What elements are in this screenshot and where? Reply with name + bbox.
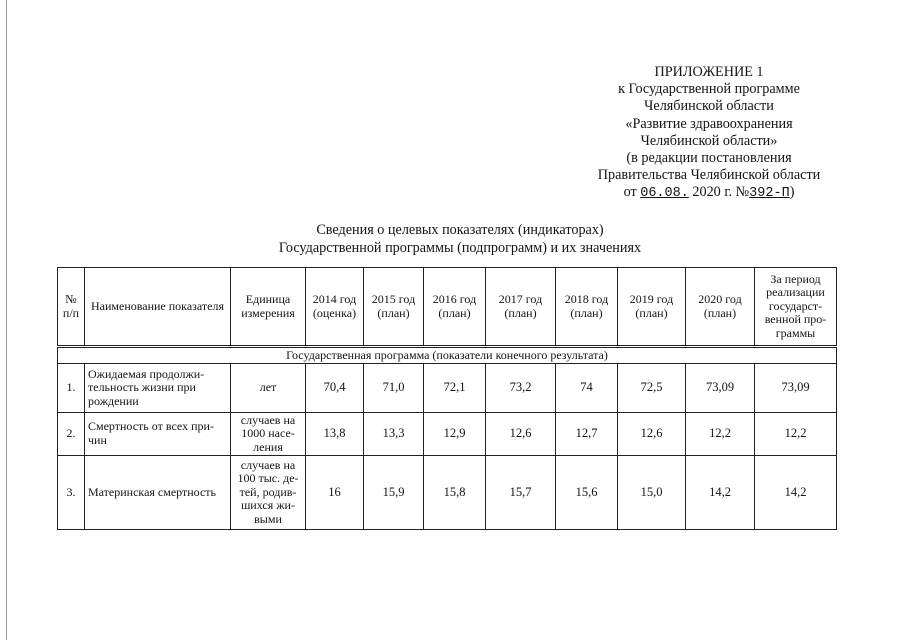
header-year: 2015 год (план) bbox=[364, 268, 424, 347]
table-row bbox=[58, 413, 837, 456]
document-title-line-2: Государственной программы (подпрограмм) и их значениях bbox=[278, 239, 642, 256]
appendix-line: «Развитие здравоохранения bbox=[625, 115, 793, 132]
value-cell: 15,9 bbox=[364, 456, 424, 530]
number-sign: № bbox=[735, 184, 750, 201]
value-cell: 72,1 bbox=[424, 364, 486, 413]
value-cell: 12,7 bbox=[556, 413, 618, 456]
document-title bbox=[190, 222, 730, 257]
row-num: 3. bbox=[58, 456, 85, 530]
appendix-line: Челябинской области» bbox=[640, 132, 778, 149]
value-cell: 74 bbox=[556, 364, 618, 413]
value-cell: 15,0 bbox=[618, 456, 686, 530]
value-cell: 72,5 bbox=[618, 364, 686, 413]
header-period: За период реализации государст-венной про-граммы bbox=[755, 268, 837, 347]
value-cell: 12,2 bbox=[686, 413, 755, 456]
header-num: № п/п bbox=[58, 268, 85, 347]
row-num: 2. bbox=[58, 413, 85, 456]
header-year: 2017 год (план) bbox=[486, 268, 556, 347]
header-unit: Единица измерения bbox=[231, 268, 306, 347]
header-year: 2020 год (план) bbox=[686, 268, 755, 347]
period-value: 12,2 bbox=[755, 413, 837, 456]
resolution-date-line bbox=[575, 184, 843, 202]
table-header-row bbox=[58, 268, 837, 347]
value-cell: 13,3 bbox=[364, 413, 424, 456]
section-title: Государственная программа (показатели конечного результата) bbox=[58, 347, 837, 364]
resolution-number: 392-П bbox=[749, 186, 790, 202]
indicators-table bbox=[57, 267, 837, 530]
indicator-unit: случаев на 100 тыс. де-тей, родив-шихся жи-выми bbox=[231, 456, 306, 530]
value-cell: 12,6 bbox=[618, 413, 686, 456]
document-title-line-1: Сведения о целевых показателях (индикаторах) bbox=[316, 222, 604, 238]
resolution-date: 06.08. bbox=[640, 186, 689, 202]
appendix-line: (в редакции постановления bbox=[626, 150, 792, 167]
value-cell: 14,2 bbox=[686, 456, 755, 530]
resolution-year: 2020 г. bbox=[692, 184, 733, 201]
value-cell: 73,2 bbox=[486, 364, 556, 413]
value-cell: 70,4 bbox=[306, 364, 364, 413]
value-cell: 12,9 bbox=[424, 413, 486, 456]
header-year: 2016 год (план) bbox=[424, 268, 486, 347]
appendix-title: ПРИЛОЖЕНИЕ 1 bbox=[654, 64, 764, 80]
header-year: 2019 год (план) bbox=[618, 268, 686, 347]
value-cell: 71,0 bbox=[364, 364, 424, 413]
section-row bbox=[58, 347, 837, 364]
closing-paren: ) bbox=[789, 184, 795, 201]
indicator-name: Материнская смертность bbox=[85, 456, 231, 530]
value-cell: 16 bbox=[306, 456, 364, 530]
value-cell: 15,6 bbox=[556, 456, 618, 530]
header-year: 2018 год (план) bbox=[556, 268, 618, 347]
header-name: Наименование показателя bbox=[85, 268, 231, 347]
value-cell: 73,09 bbox=[686, 364, 755, 413]
value-cell: 13,8 bbox=[306, 413, 364, 456]
value-cell: 15,7 bbox=[486, 456, 556, 530]
appendix-line: Челябинской области bbox=[644, 98, 774, 115]
appendix-line: к Государственной программе bbox=[618, 81, 800, 98]
value-cell: 15,8 bbox=[424, 456, 486, 530]
value-cell: 12,6 bbox=[486, 413, 556, 456]
header-year: 2014 год (оценка) bbox=[306, 268, 364, 347]
appendix-header bbox=[575, 64, 843, 203]
indicator-unit: случаев на 1000 насе-ления bbox=[231, 413, 306, 456]
indicator-unit: лет bbox=[231, 364, 306, 413]
table-row bbox=[58, 456, 837, 530]
period-value: 73,09 bbox=[755, 364, 837, 413]
period-value: 14,2 bbox=[755, 456, 837, 530]
indicator-name: Смертность от всех при-чин bbox=[85, 413, 231, 456]
indicator-name: Ожидаемая продолжи-тельность жизни при рождении bbox=[85, 364, 231, 413]
row-num: 1. bbox=[58, 364, 85, 413]
appendix-line: Правительства Челябинской области bbox=[597, 167, 821, 184]
date-prefix: от bbox=[623, 184, 637, 201]
scan-edge-line bbox=[6, 0, 7, 640]
table-row bbox=[58, 364, 837, 413]
